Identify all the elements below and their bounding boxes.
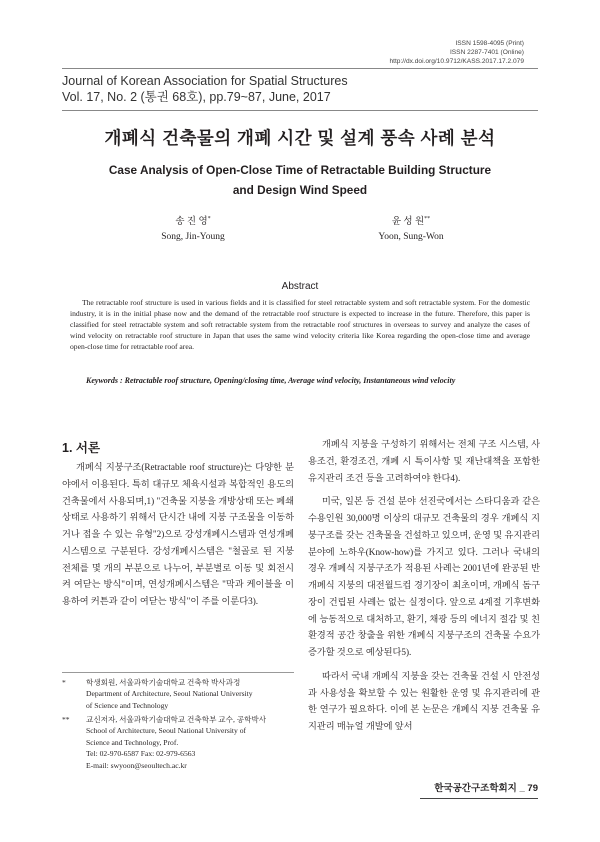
footnote-2-line-3: Science and Technology, Prof. [86,737,179,747]
footnote-2-line-1: 교신저자, 서울과학기술대학교 건축학부 교수, 공학박사 [86,715,267,724]
left-column [62,459,294,610]
author-1 [128,212,258,245]
page-footer: 한국공간구조학회지 _ 79 [434,783,538,794]
issn-print: ISSN 1598-4095 (Print) [455,40,524,47]
keywords: Keywords : Retractable roof structure, Opening/closing time, Average wind velocity, Instantaneous wind velocity [86,376,456,385]
issn-block [389,40,524,66]
journal-name: Journal of Korean Association for Spatial Structures [62,74,348,88]
left-paragraph-1: 개폐식 지붕구조(Retractable roof structure)는 다양한 분야에서 이용된다. 특히 대규모 체육시설과 복합적인 용도의 건축물에서 사용되며,1) "건축물 지붕을 개방상태 또는 폐쇄상태로 사용하기 위해서 단시간 내에 지붕 구조물을 이동하거나 접을 수 있는 유형"2)으로 강성개폐시스템과 연성개폐시스템으로 구분된다. 강성개폐시스템은 "철골로 된 지붕 전체를 몇 개의 부분으로 나누어, 부분별로 이동 및 회전시켜 여닫는 방식"이며, 연성개폐시스템은 "막과 케이블을 이용하여 커튼과 같이 여닫는 방식"이 주를 이룬다3). [62,462,294,606]
header-rule [62,68,538,69]
footnote-1-line-2: Department of Architecture, Seoul National University [86,689,253,699]
doi-link[interactable]: http://dx.doi.org/10.9712/KASS.2017.17.2.079 [389,57,524,65]
footnote-2-mark: ** [62,715,70,724]
footer-rule [420,798,538,799]
author-2 [346,212,476,245]
footnote-2 [62,714,294,771]
abstract-heading: Abstract [281,281,319,292]
author-1-korean-name: 송 진 영 [175,217,208,228]
section-heading-introduction: 1. 서론 [62,441,101,455]
korean-title: 개폐식 건축물의 개폐 시간 및 설계 풍속 사례 분석 [104,128,496,148]
author-2-mark: ** [424,216,431,222]
footnote-rule [62,672,294,673]
issn-online: ISSN 2287-7401 (Online) [449,48,524,56]
author-1-english-name: Song, Jin-Young [161,232,225,243]
header-rule-bottom [62,110,538,111]
right-column [308,436,540,735]
english-title [0,160,600,200]
author-2-english-name: Yoon, Sung-Won [378,232,444,243]
author-2-korean-name: 윤 성 원 [391,217,425,228]
volume-line: Vol. 17, No. 2 (통권 68호), pp.79~87, June, 2017 [62,90,331,104]
english-title-line-1: Case Analysis of Open-Close Time of Retractable Building Structure [108,163,492,177]
footnote-1-mark: * [62,678,66,687]
footnote-2-line-4: Tel: 02-970-6587 Fax: 02-979-6563 [86,749,196,759]
footnote-1-line-1: 학생회원, 서울과학기술대학교 건축학 박사과정 [86,678,241,687]
right-paragraph-1: 개폐식 지붕을 구성하기 위해서는 전체 구조 시스템, 사용조건, 환경조건, 개폐 시 특이사항 및 재난대책을 포함한 유지관리 조건 등을 고려하여야 한다4). [308,439,540,483]
footnote-1 [62,677,294,711]
footnote-2-line-5[interactable]: E-mail: swyoon@seoultech.ac.kr [86,760,187,770]
footnote-1-line-3: of Science and Technology [86,700,169,710]
right-paragraph-2: 미국, 일본 등 건설 분야 선진국에서는 스타디움과 같은 수용인원 30,000명 이상의 대규모 건축물의 경우 개폐식 지붕구조를 갖는 건축물을 건설하고 있으며, 운영 및 유지관리 분야에 노하우(Know-how)를 가지고 있다. 그러나 국내의 경우 개폐식 지붕구조가 적용된 사례는 2001년에 완공된 반 개폐식 지붕의 대전월드컵 경기장이 최초이며, 개폐식 돔구장이 건립된 사례는 없는 실정이다. 앞으로 4계절 기후변화에 능동적으로 대처하고, 환기, 채광 등의 에너지 절감 및 친환경적 공간 창출을 위한 개폐식 지붕구조의 건축물 수요가 증가할 것으로 예상된다5). [308,496,540,657]
abstract-text: The retractable roof structure is used in various fields and it is classified for steel retractable system and soft retractable system. For the domestic industry, it is in the initial phase now and the demand of the retractable roof structure is expected to increase in the future. Therefore, this paper is classified for steel retractable system and soft retractable system from the retractable roof structures in overseas to survey and analyze the cases of wind velocity on retractable roof structure in Japan that uses the same wind velocity criteria like Korea regarding the open-close time and average open-close time for retractable roof area. [70,298,530,352]
author-1-mark: * [207,216,211,222]
journal-citation [62,73,348,105]
english-title-line-2: and Design Wind Speed [232,183,368,197]
footnote-2-line-2: School of Architecture, Seoul National University of [86,726,247,736]
right-paragraph-3: 따라서 국내 개폐식 지붕을 갖는 건축물 건설 시 안전성과 사용성을 확보할 수 있는 원활한 운영 및 유지관리에 관한 연구가 필요하다. 이에 본 논문은 개폐식 지붕 건축물 유지관리 매뉴얼 개발에 앞서 [308,670,540,731]
